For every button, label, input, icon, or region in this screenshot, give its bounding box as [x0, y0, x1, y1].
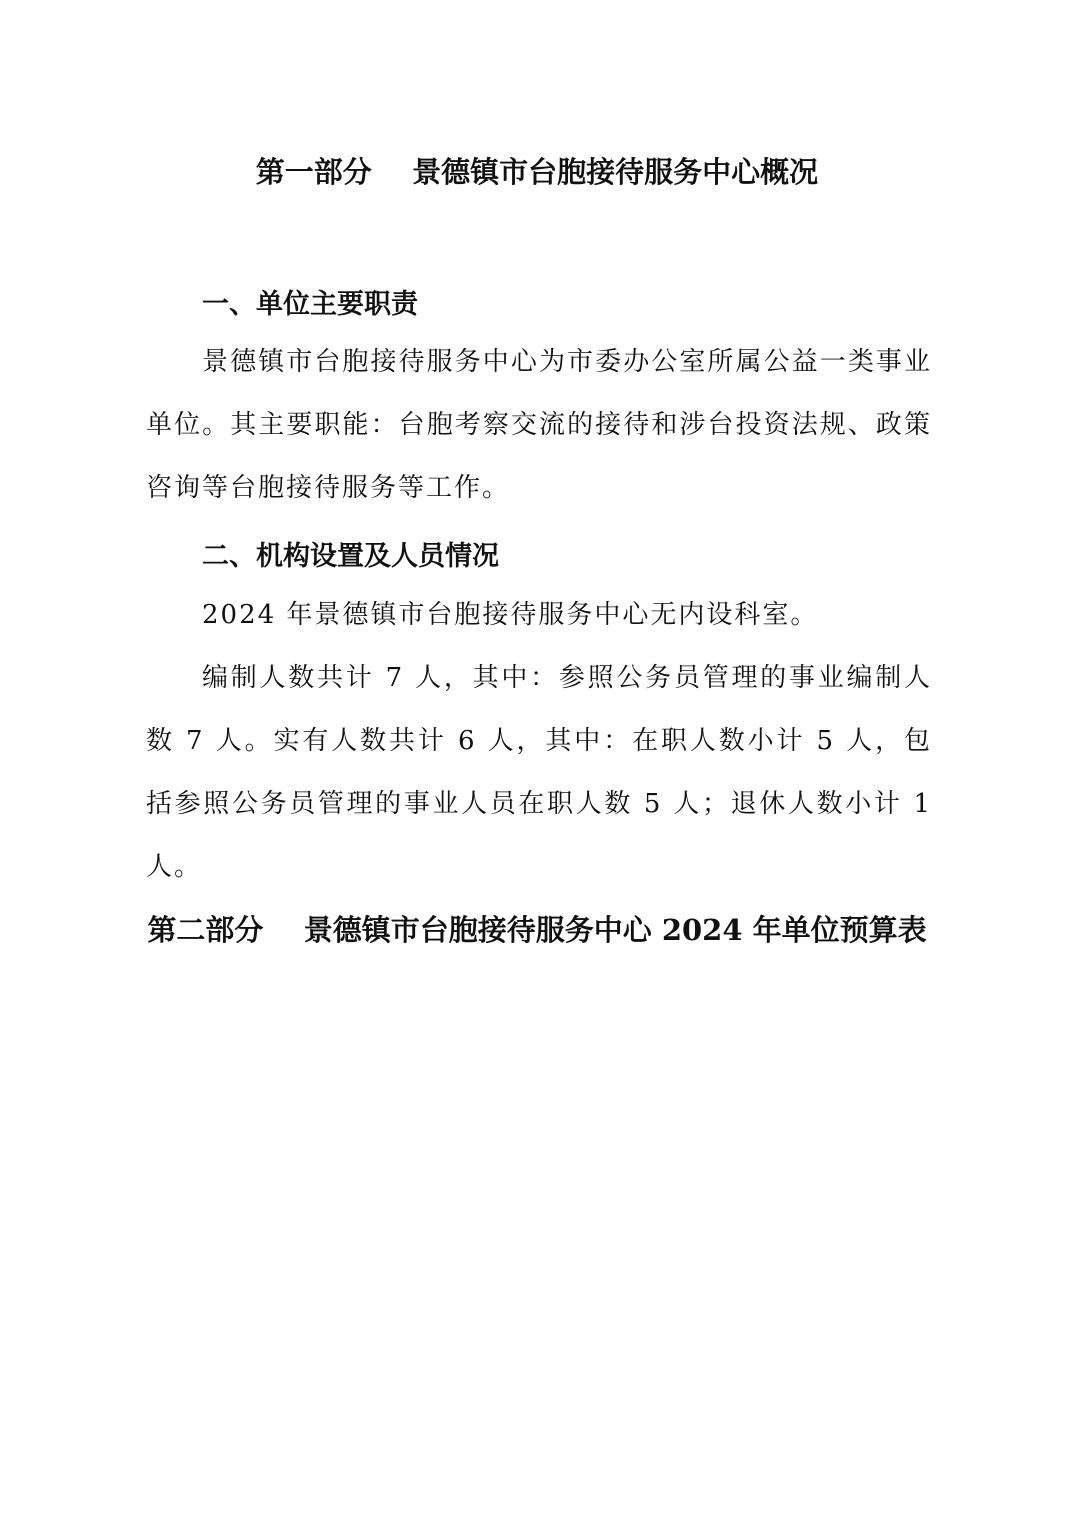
part-two-title: 第二部分 景德镇市台胞接待服务中心 2024 年单位预算表 [147, 913, 927, 947]
section-two-heading: 二、机构设置及人员情况 [202, 541, 499, 572]
section-one-paragraph: 景德镇市台胞接待服务中心为市委办公室所属公益一类事业单位。其主要职能：台胞考察交流的接待和涉台投资法规、政策咨询等台胞接待服务等工作。 [146, 347, 932, 503]
section-two-paragraph-one: 2024 年景德镇市台胞接待服务中心无内设科室。 [202, 600, 819, 630]
part-one-title: 第一部分 景德镇市台胞接待服务中心概况 [255, 155, 819, 189]
section-one-heading: 一、单位主要职责 [202, 289, 418, 320]
section-two-paragraph-two: 编制人数共计 7 人，其中：参照公务员管理的事业编制人数 7 人。实有人数共计 6 人，其中：在职人数小计 5 人，包括参照公务员管理的事业人员在职人数 5 人；退休人数小计 1 人。 [146, 663, 932, 882]
